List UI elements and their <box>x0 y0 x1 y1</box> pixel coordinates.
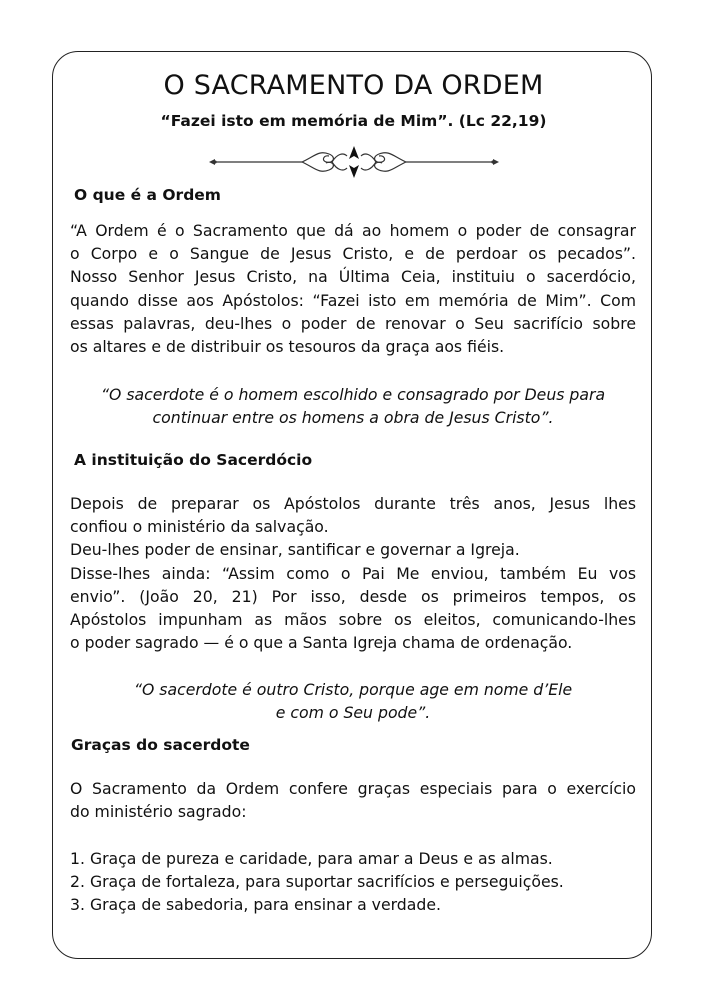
list-item: 1. Graça de pureza e caridade, para amar a Deus e as almas. <box>70 849 553 868</box>
gracas-list <box>70 847 636 917</box>
quote-sacerdote-escolhido <box>70 383 636 429</box>
text-line: O Sacramento da Ordem confere graças especiais para o exercício <box>70 779 636 798</box>
text-line: Nosso Senhor Jesus Cristo, na Última Ceia, instituiu o sacerdócio, <box>70 267 636 287</box>
quote-line: continuar entre os homens a obra de Jesus Cristo”. <box>152 408 554 428</box>
text-line: o Corpo e o Sangue de Jesus Cristo, e de perdoar os pecados”. <box>70 244 636 264</box>
text-line: os altares e de distribuir os tesouros da graça aos fiéis. <box>70 337 505 357</box>
page-subtitle: “Fazei isto em memória de Mim”. (Lc 22,19) <box>160 112 547 130</box>
section-paragraph-instituicao-do-sacerdocio <box>70 492 636 654</box>
section-paragraph-o-que-e-a-ordem <box>70 219 636 358</box>
section-heading-o-que-e-a-ordem: O que é a Ordem <box>74 186 221 204</box>
page-title: O SACRAMENTO DA ORDEM <box>163 70 544 101</box>
text-line: do ministério sagrado: <box>70 802 247 822</box>
quote-line: “O sacerdote é outro Cristo, porque age em nome d’Ele <box>133 680 573 699</box>
text-line: envio”. (João 20, 21) Por isso, desde os primeiros tempos, os <box>70 586 636 606</box>
section-paragraph-gracas-do-sacerdote <box>70 777 636 823</box>
text-line: Apóstolos impunham as mãos sobre os eleitos, comunicando-lhes <box>70 610 636 630</box>
list-item: 2. Graça de fortaleza, para suportar sacrifícios e perseguições. <box>70 872 564 892</box>
text-line: “A Ordem é o Sacramento que dá ao homem o poder de consagrar <box>70 221 636 240</box>
quote-line: “O sacerdote é o homem escolhido e consagrado por Deus para <box>100 385 606 404</box>
text-line: essas palavras, deu-lhes o poder de renovar o Seu sacrifício sobre <box>70 313 636 333</box>
text-line: Disse-lhes ainda: “Assim como o Pai Me enviou, também Eu vos <box>70 563 636 583</box>
text-line: Depois de preparar os Apóstolos durante três anos, Jesus lhes <box>70 494 636 513</box>
flourish-divider-icon <box>207 142 501 180</box>
section-heading-gracas-do-sacerdote: Graças do sacerdote <box>71 736 250 754</box>
text-line: quando disse aos Apóstolos: “Fazei isto em memória de Mim”. Com <box>70 290 636 310</box>
quote-sacerdote-outro-cristo <box>70 678 636 724</box>
section-heading-instituicao-do-sacerdocio: A instituição do Sacerdócio <box>74 451 313 469</box>
text-line: Deu-lhes poder de ensinar, santificar e governar a Igreja. <box>70 540 520 560</box>
quote-line: e com o Seu pode”. <box>275 703 431 723</box>
list-item: 3. Graça de sabedoria, para ensinar a verdade. <box>70 895 441 915</box>
text-line: o poder sagrado — é o que a Santa Igreja chama de ordenação. <box>70 633 573 653</box>
text-line: confiou o ministério da salvação. <box>70 517 329 537</box>
